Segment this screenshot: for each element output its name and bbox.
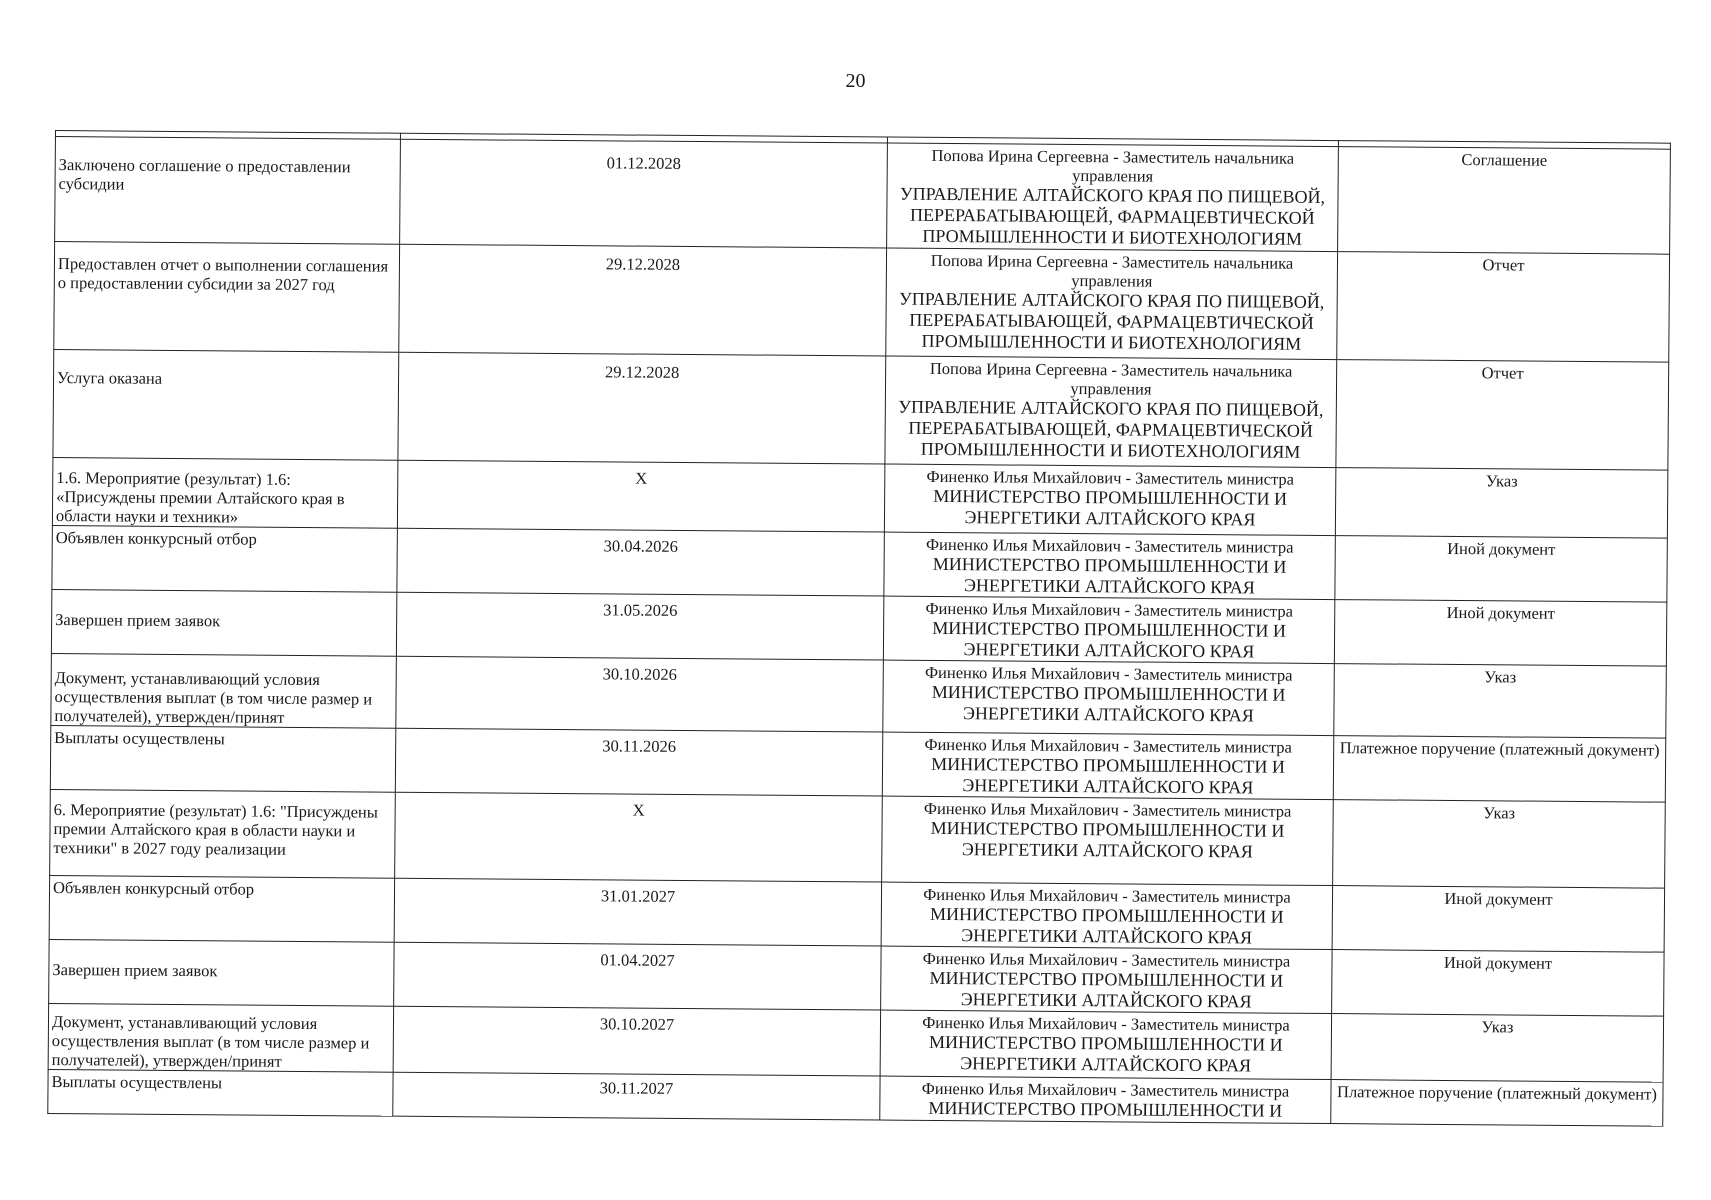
control-point-name: Услуга оказана — [53, 349, 399, 460]
responsible-organization: МИНИСТЕРСТВО ПРОМЫШЛЕННОСТИ И ЭНЕРГЕТИКИ АЛТАЙСКОГО КРАЯ — [929, 967, 1284, 1012]
responsible-cell — [884, 532, 1335, 600]
table-row — [48, 1003, 1663, 1082]
completion-date: 30.11.2026 — [395, 728, 882, 796]
event-title: 1.6. Мероприятие (результат) 1.6: «Присуждены премии Алтайского края в области науки и техники» — [52, 457, 398, 528]
responsible-person: Финенко Илья Михайлович - Заместитель министра — [924, 734, 1292, 757]
confirming-document: Платежное поручение (платежный документ) — [1333, 736, 1665, 803]
responsible-cell — [885, 356, 1337, 468]
responsible-organization: МИНИСТЕРСТВО ПРОМЫШЛЕННОСТИ И ЭНЕРГЕТИКИ АЛТАЙСКОГО КРАЯ — [932, 553, 1287, 598]
table-row — [53, 349, 1669, 470]
control-point-name: Завершен прием заявок — [49, 939, 394, 1006]
responsible-organization: МИНИСТЕРСТВО ПРОМЫШЛЕННОСТИ И ЭНЕРГЕТИКИ АЛТАЙСКОГО КРАЯ — [931, 681, 1286, 726]
responsible-person: Финенко Илья Михайлович - Заместитель министра — [925, 598, 1294, 621]
responsible-organization: МИНИСТЕРСТВО ПРОМЫШЛЕННОСТИ И ЭНЕРГЕТИКИ АЛТАЙСКОГО КРАЯ — [929, 903, 1284, 948]
completion-date: 29.12.2028 — [398, 352, 886, 464]
control-point-name: Документ, устанавливающий условия осуществления выплат (в том числе размер и получателей), утвержден/принят — [51, 653, 397, 728]
responsible-person: Финенко Илья Михайлович - Заместитель министра — [925, 534, 1294, 557]
confirming-document: Указ — [1333, 800, 1666, 889]
table-row — [50, 789, 1666, 888]
responsible-organization: МИНИСТЕРСТВО ПРОМЫШЛЕННОСТИ И — [928, 1097, 1283, 1121]
confirming-document: Указ — [1335, 468, 1668, 539]
confirming-document: Указ — [1334, 664, 1667, 739]
responsible-cell — [880, 1076, 1331, 1124]
responsible-organization: МИНИСТЕРСТВО ПРОМЫШЛЕННОСТИ И ЭНЕРГЕТИКИ АЛТАЙСКОГО КРАЯ — [933, 485, 1288, 530]
responsible-cell — [883, 596, 1334, 664]
responsible-cell — [880, 1010, 1332, 1080]
table-row — [51, 653, 1667, 738]
event-title: 6. Мероприятие (результат) 1.6: "Присуждены премии Алтайского края в области науки и техники" в 2027 году реализации — [50, 789, 396, 878]
responsible-cell — [886, 248, 1338, 360]
responsible-cell — [883, 660, 1335, 736]
control-point-name: Документ, устанавливающий условия осуществления выплат (в том числе размер и получателей), утвержден/принят — [48, 1003, 394, 1072]
confirming-document: Иной документ — [1334, 600, 1666, 667]
confirming-document: Отчет — [1336, 360, 1669, 471]
table-row — [54, 242, 1670, 363]
confirming-document: Указ — [1331, 1014, 1664, 1083]
control-point-name: Объявлен конкурсный отбор — [52, 525, 397, 592]
control-point-name: Выплаты осуществлены — [48, 1069, 393, 1116]
responsible-organization: МИНИСТЕРСТВО ПРОМЫШЛЕННОСТИ И ЭНЕРГЕТИКИ АЛТАЙСКОГО КРАЯ — [932, 617, 1287, 662]
responsible-cell — [882, 796, 1334, 886]
confirming-document: Платежное поручение (платежный документ) — [1331, 1080, 1663, 1127]
plan-table — [47, 130, 1671, 1127]
responsible-cell — [884, 464, 1336, 536]
completion-date: 30.04.2026 — [397, 528, 884, 596]
confirming-document: Иной документ — [1335, 536, 1667, 603]
responsible-organization: МИНИСТЕРСТВО ПРОМЫШЛЕННОСТИ И ЭНЕРГЕТИКИ АЛТАЙСКОГО КРАЯ — [931, 753, 1285, 798]
control-point-name: Предоставлен отчет о выполнении соглашения о предоставлении субсидии за 2027 год — [54, 242, 400, 353]
responsible-organization: УПРАВЛЕНИЕ АЛТАЙСКОГО КРАЯ ПО ПИЩЕВОЙ, ПЕРЕРАБАТЫВАЮЩЕЙ, ФАРМАЦЕВТИЧЕСКОЙ ПРОМЫШЛЕННОСТИ И БИОТЕХНОЛОГИЯМ — [899, 183, 1326, 249]
completion-date: X — [397, 460, 885, 532]
responsible-organization: МИНИСТЕРСТВО ПРОМЫШЛЕННОСТИ И ЭНЕРГЕТИКИ АЛТАЙСКОГО КРАЯ — [930, 817, 1285, 862]
confirming-document: Иной документ — [1332, 950, 1664, 1017]
responsible-cell — [881, 882, 1332, 950]
responsible-person: Попова Ирина Сергеевна - Заместитель начальника управления — [930, 250, 1294, 291]
responsible-person: Попова Ирина Сергеевна - Заместитель начальника управления — [931, 145, 1295, 186]
responsible-person: Финенко Илья Михайлович - Заместитель министра — [926, 466, 1295, 489]
completion-date: 31.05.2026 — [396, 592, 883, 660]
control-point-name: Объявлен конкурсный отбор — [49, 875, 394, 942]
responsible-person: Финенко Илья Михайлович - Заместитель министра — [922, 1012, 1290, 1035]
responsible-person: Финенко Илья Михайлович - Заместитель министра — [924, 662, 1293, 685]
responsible-cell — [882, 732, 1333, 800]
confirming-document: Отчет — [1337, 252, 1670, 363]
responsible-cell — [887, 143, 1339, 252]
completion-date: 29.12.2028 — [399, 244, 887, 356]
completion-date: X — [395, 792, 883, 882]
responsible-organization: МИНИСТЕРСТВО ПРОМЫШЛЕННОСТИ И ЭНЕРГЕТИКИ АЛТАЙСКОГО КРАЯ — [928, 1031, 1283, 1076]
table-row — [55, 137, 1671, 255]
control-point-name: Выплаты осуществлены — [50, 725, 395, 792]
completion-date: 01.04.2027 — [394, 942, 881, 1010]
completion-date: 30.10.2027 — [393, 1006, 881, 1076]
responsible-person: Финенко Илья Михайлович - Заместитель министра — [923, 884, 1291, 907]
confirming-document: Иной документ — [1332, 886, 1664, 953]
responsible-person: Финенко Илья Михайлович - Заместитель министра — [921, 1078, 1290, 1101]
page-number: 20 — [845, 70, 866, 92]
responsible-person: Финенко Илья Михайлович - Заместитель министра — [922, 948, 1291, 971]
responsible-person: Финенко Илья Михайлович - Заместитель министра — [923, 798, 1292, 821]
responsible-person: Попова Ирина Сергеевна - Заместитель начальника управления — [929, 358, 1293, 399]
table-row — [52, 457, 1667, 538]
completion-date: 30.11.2027 — [393, 1072, 880, 1120]
responsible-organization: УПРАВЛЕНИЕ АЛТАЙСКОГО КРАЯ ПО ПИЩЕВОЙ, ПЕРЕРАБАТЫВАЮЩЕЙ, ФАРМАЦЕВТИЧЕСКОЙ ПРОМЫШЛЕННОСТИ И БИОТЕХНОЛОГИЯМ — [898, 396, 1324, 462]
control-point-name: Заключено соглашение о предоставлении субсидии — [55, 137, 401, 245]
confirming-document: Соглашение — [1338, 147, 1671, 255]
responsible-organization: УПРАВЛЕНИЕ АЛТАЙСКОГО КРАЯ ПО ПИЩЕВОЙ, ПЕРЕРАБАТЫВАЮЩЕЙ, ФАРМАЦЕВТИЧЕСКОЙ ПРОМЫШЛЕННОСТИ И БИОТЕХНОЛОГИЯМ — [899, 288, 1325, 354]
completion-date: 01.12.2028 — [400, 139, 888, 248]
control-point-name: Завершен прием заявок — [51, 589, 396, 656]
completion-date: 30.10.2026 — [396, 656, 884, 732]
responsible-cell — [881, 946, 1332, 1014]
completion-date: 31.01.2027 — [394, 878, 881, 946]
